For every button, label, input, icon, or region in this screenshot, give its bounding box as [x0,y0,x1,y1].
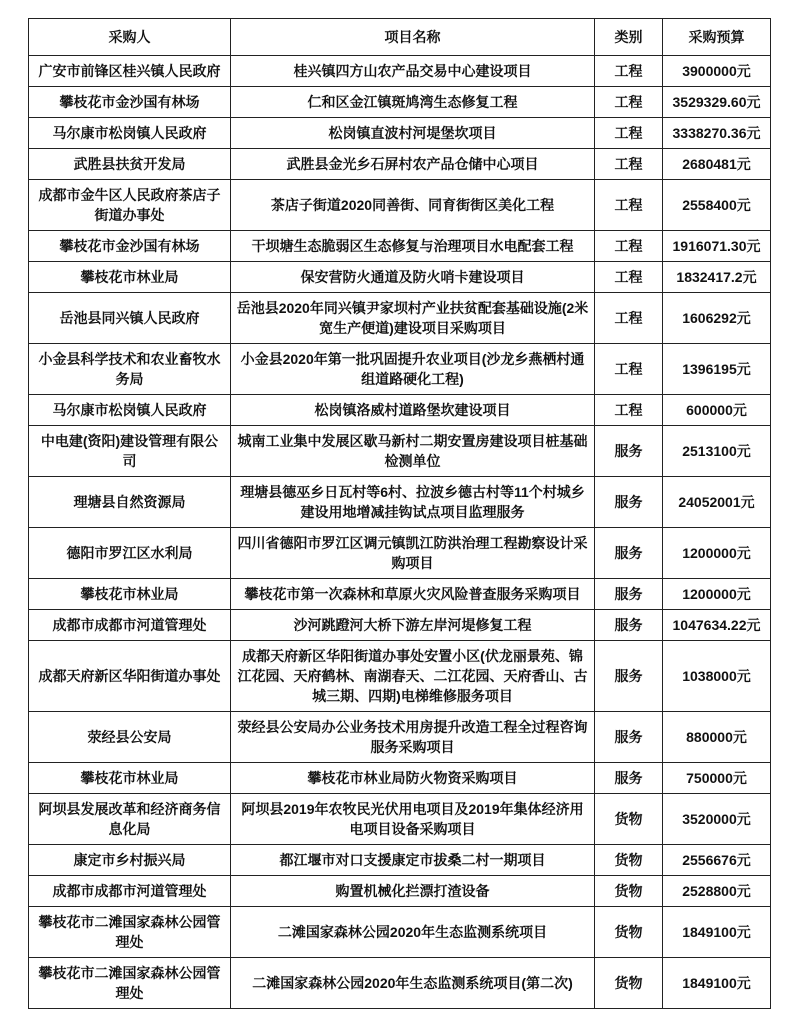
cell-budget: 2556676元 [663,845,771,876]
table-row [29,56,771,87]
cell-project: 攀枝花市林业局防火物资采购项目 [231,763,595,794]
cell-category: 服务 [595,712,663,763]
cell-purchaser: 攀枝花市金沙国有林场 [29,231,231,262]
cell-purchaser: 马尔康市松岗镇人民政府 [29,395,231,426]
cell-project: 松岗镇直波村河堤堡坎项目 [231,118,595,149]
table-row [29,87,771,118]
table-row [29,712,771,763]
cell-category: 服务 [595,477,663,528]
cell-category: 服务 [595,579,663,610]
cell-budget: 1396195元 [663,344,771,395]
cell-category: 工程 [595,231,663,262]
header-budget: 采购预算 [663,19,771,56]
table-row [29,118,771,149]
cell-category: 工程 [595,149,663,180]
cell-category: 货物 [595,876,663,907]
cell-project: 茶店子街道2020同善街、同育街街区美化工程 [231,180,595,231]
cell-project: 沙河跳蹬河大桥下游左岸河堤修复工程 [231,610,595,641]
header-row [29,19,771,56]
cell-category: 工程 [595,395,663,426]
cell-category: 工程 [595,293,663,344]
procurement-table [28,18,771,1009]
cell-budget: 1849100元 [663,907,771,958]
cell-budget: 1047634.22元 [663,610,771,641]
cell-category: 货物 [595,845,663,876]
table-row [29,794,771,845]
cell-project: 桂兴镇四方山农产品交易中心建设项目 [231,56,595,87]
cell-category: 工程 [595,56,663,87]
cell-budget: 750000元 [663,763,771,794]
cell-budget: 1200000元 [663,528,771,579]
table-header [29,19,771,56]
cell-category: 服务 [595,763,663,794]
cell-category: 工程 [595,87,663,118]
cell-purchaser: 广安市前锋区桂兴镇人民政府 [29,56,231,87]
cell-project: 二滩国家森林公园2020年生态监测系统项目 [231,907,595,958]
cell-purchaser: 小金县科学技术和农业畜牧水务局 [29,344,231,395]
table-row [29,641,771,712]
cell-purchaser: 攀枝花市二滩国家森林公园管理处 [29,907,231,958]
cell-purchaser: 成都天府新区华阳街道办事处 [29,641,231,712]
table-row [29,293,771,344]
table-row [29,845,771,876]
cell-purchaser: 攀枝花市二滩国家森林公园管理处 [29,958,231,1009]
cell-category: 货物 [595,794,663,845]
cell-category: 服务 [595,426,663,477]
cell-project: 四川省德阳市罗江区调元镇凯江防洪治理工程勘察设计采购项目 [231,528,595,579]
cell-purchaser: 成都市成都市河道管理处 [29,610,231,641]
cell-category: 服务 [595,610,663,641]
cell-category: 工程 [595,262,663,293]
table-row [29,395,771,426]
cell-purchaser: 康定市乡村振兴局 [29,845,231,876]
table-row [29,907,771,958]
cell-budget: 1606292元 [663,293,771,344]
table-row [29,262,771,293]
cell-purchaser: 攀枝花市林业局 [29,763,231,794]
cell-category: 货物 [595,907,663,958]
cell-category: 服务 [595,528,663,579]
table-row [29,426,771,477]
cell-project: 仁和区金江镇斑鸠湾生态修复工程 [231,87,595,118]
cell-budget: 1200000元 [663,579,771,610]
cell-budget: 600000元 [663,395,771,426]
cell-budget: 1832417.2元 [663,262,771,293]
cell-budget: 24052001元 [663,477,771,528]
cell-purchaser: 攀枝花市林业局 [29,579,231,610]
cell-budget: 3338270.36元 [663,118,771,149]
cell-project: 购置机械化拦漂打渣设备 [231,876,595,907]
cell-budget: 2680481元 [663,149,771,180]
cell-purchaser: 岳池县同兴镇人民政府 [29,293,231,344]
cell-project: 武胜县金光乡石屏村农产品仓储中心项目 [231,149,595,180]
table-row [29,876,771,907]
cell-project: 二滩国家森林公园2020年生态监测系统项目(第二次) [231,958,595,1009]
cell-budget: 3900000元 [663,56,771,87]
cell-category: 服务 [595,641,663,712]
table-row [29,180,771,231]
table-row [29,231,771,262]
cell-project: 都江堰市对口支援康定市拔桑二村一期项目 [231,845,595,876]
cell-project: 松岗镇洛威村道路堡坎建设项目 [231,395,595,426]
cell-category: 货物 [595,958,663,1009]
cell-budget: 3529329.60元 [663,87,771,118]
cell-purchaser: 攀枝花市金沙国有林场 [29,87,231,118]
cell-budget: 2513100元 [663,426,771,477]
table-row [29,477,771,528]
cell-budget: 1038000元 [663,641,771,712]
cell-purchaser: 成都市成都市河道管理处 [29,876,231,907]
cell-budget: 880000元 [663,712,771,763]
cell-project: 小金县2020年第一批巩固提升农业项目(沙龙乡燕栖村通组道路硬化工程) [231,344,595,395]
cell-project: 理塘县德巫乡日瓦村等6村、拉波乡德古村等11个村城乡建设用地增减挂钩试点项目监理服务 [231,477,595,528]
cell-purchaser: 德阳市罗江区水利局 [29,528,231,579]
table-row [29,149,771,180]
cell-purchaser: 武胜县扶贫开发局 [29,149,231,180]
table-row [29,344,771,395]
cell-purchaser: 马尔康市松岗镇人民政府 [29,118,231,149]
cell-purchaser: 攀枝花市林业局 [29,262,231,293]
cell-budget: 1916071.30元 [663,231,771,262]
cell-category: 工程 [595,180,663,231]
cell-purchaser: 荥经县公安局 [29,712,231,763]
cell-project: 岳池县2020年同兴镇尹家坝村产业扶贫配套基础设施(2米宽生产便道)建设项目采购项目 [231,293,595,344]
table-row [29,610,771,641]
table-body [29,56,771,1009]
cell-project: 攀枝花市第一次森林和草原火灾风险普查服务采购项目 [231,579,595,610]
cell-purchaser: 中电建(资阳)建设管理有限公司 [29,426,231,477]
table-row [29,763,771,794]
table-row [29,579,771,610]
cell-project: 荥经县公安局办公业务技术用房提升改造工程全过程咨询服务采购项目 [231,712,595,763]
cell-budget: 1849100元 [663,958,771,1009]
cell-project: 阿坝县2019年农牧民光伏用电项目及2019年集体经济用电项目设备采购项目 [231,794,595,845]
cell-category: 工程 [595,344,663,395]
cell-purchaser: 理塘县自然资源局 [29,477,231,528]
cell-purchaser: 阿坝县发展改革和经济商务信息化局 [29,794,231,845]
cell-project: 保安营防火通道及防火哨卡建设项目 [231,262,595,293]
header-purchaser: 采购人 [29,19,231,56]
cell-budget: 2558400元 [663,180,771,231]
header-category: 类别 [595,19,663,56]
cell-budget: 3520000元 [663,794,771,845]
table-row [29,528,771,579]
cell-category: 工程 [595,118,663,149]
header-project: 项目名称 [231,19,595,56]
cell-project: 城南工业集中发展区歇马新村二期安置房建设项目桩基础检测单位 [231,426,595,477]
table-row [29,958,771,1009]
cell-budget: 2528800元 [663,876,771,907]
cell-project: 成都天府新区华阳街道办事处安置小区(伏龙丽景苑、锦江花园、天府鹤林、南湖春天、二江花园、天府香山、古城三期、四期)电梯维修服务项目 [231,641,595,712]
cell-purchaser: 成都市金牛区人民政府茶店子街道办事处 [29,180,231,231]
cell-project: 干坝塘生态脆弱区生态修复与治理项目水电配套工程 [231,231,595,262]
